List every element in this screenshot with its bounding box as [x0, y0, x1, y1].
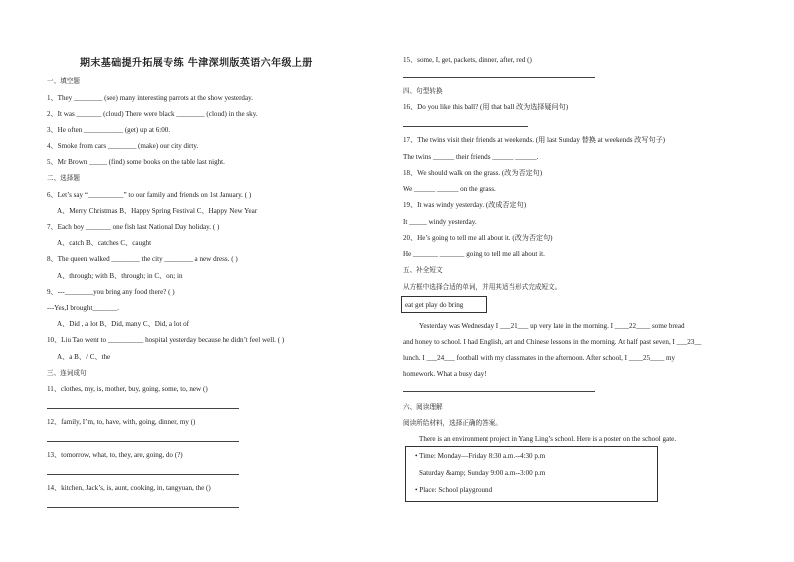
question-1: 1、They ________ (see) many interesting parrots at the show yesterday.	[47, 94, 253, 102]
question-8-options: A、through; with B、through; in C、on; in	[57, 272, 183, 280]
question-19: 19、It was windy yesterday. (改成否定句)	[403, 201, 527, 209]
poster-time-weekday: • Time: Monday—Friday 8:30 a.m.--4:30 p.m	[415, 452, 546, 460]
passage-line-1: Yesterday was Wednesday I ___21___ up very late in the morning. I ____22____ some bread	[419, 322, 685, 330]
question-15: 15、some, I, get, packets, dinner, after, red ()	[403, 56, 532, 64]
question-12: 12、family, I’m, to, have, with, going, dinner, my ()	[47, 418, 196, 426]
question-2: 2、It was _______ (cloud) There were black ________ (cloud) in the sky.	[47, 110, 258, 118]
question-18: 18、We should walk on the grass. (改为否定句)	[403, 169, 543, 177]
question-7-options: A、catch B、catches C、caught	[57, 239, 152, 247]
question-16: 16、Do you like this ball? (用 that ball 改为选择疑问句)	[403, 103, 569, 111]
answer-line-11	[47, 408, 239, 409]
passage-line-2: and honey to school. I had English, art and Chinese lessons in the morning. At half past seven, I ___23__	[403, 338, 702, 346]
question-3: 3、He often ___________ (get) up at 6:00.	[47, 126, 171, 134]
question-4: 4、Smoke from cars ________ (make) our city dirty.	[47, 142, 199, 150]
question-6-options: A、Merry Christmas B、Happy Spring Festival C、Happy New Year	[57, 207, 258, 215]
section-6-heading: 六、阅读理解	[403, 403, 443, 411]
answer-line-13	[47, 474, 239, 475]
question-5: 5、Mr Brown _____ (find) some books on the table last night.	[47, 158, 225, 166]
question-10: 10、Liu Tao went to __________ hospital yesterday because he didn’t feel well. ( )	[47, 336, 285, 344]
question-20: 20、He’s going to tell me all about it. (改为否定句)	[403, 234, 553, 242]
page-title: 期末基础提升拓展专练 牛津深圳版英语六年级上册	[80, 58, 313, 69]
answer-line-passage	[403, 391, 595, 392]
question-6: 6、Let’s say “__________” to our family and friends on 1st January. ( )	[47, 191, 252, 199]
poster-time-weekend: Saturday &amp; Sunday 9:00 a.m--3:00 p.m	[419, 469, 546, 477]
answer-line-14	[47, 507, 239, 508]
question-13: 13、tomorrow, what, to, they, are, going, do (?)	[47, 451, 183, 459]
answer-line-15	[403, 77, 595, 78]
section-6-instruction: 阅读所给材料，选择正确的答案。	[403, 419, 502, 427]
section-2-heading: 二、选择题	[47, 174, 80, 182]
question-17-blanks: The twins ______ their friends ______ ______.	[403, 153, 539, 161]
section-5-instruction: 从方框中选择合适的单词，并用其适当形式完成短文。	[403, 283, 562, 291]
section-1-heading: 一、填空题	[47, 77, 80, 85]
word-box-words: eat get play do bring	[405, 301, 464, 309]
poster-place: • Place: School playground	[415, 486, 493, 494]
question-9-options: A、Did , a lot B、Did, many C、Did, a lot of	[57, 320, 190, 328]
question-18-blanks: We ______ ______ on the grass.	[403, 185, 496, 193]
reading-intro: There is an environment project in Yang Ling’s school. Here is a poster on the school gate.	[419, 435, 677, 443]
section-3-heading: 三、连词成句	[47, 369, 87, 377]
question-19-blanks: It _____ windy yesterday.	[403, 218, 477, 226]
question-10-options: A、a B、/ C、the	[57, 353, 111, 361]
question-8: 8、The queen walked ________ the city ________ a new dress. ( )	[47, 255, 238, 263]
question-7: 7、Each boy _______ one fish last National Day holiday. ( )	[47, 223, 220, 231]
question-9-answer: ---Yes,I brought_______.	[47, 304, 119, 312]
question-20-blanks: He _______ _______ going to tell me all about it.	[403, 250, 545, 258]
answer-line-16	[403, 126, 528, 127]
question-9: 9、---________you bring any food there? ( )	[47, 288, 175, 296]
passage-line-3: lunch. I ___24___ football with my classmates in the afternoon. After school, I ____25____ my	[403, 354, 676, 362]
section-4-heading: 四、句型转换	[403, 87, 443, 95]
passage-line-4: homework. What a busy day!	[403, 370, 487, 378]
question-14: 14、kitchen, Jack’s, is, aunt, cooking, in, tangyuan, the ()	[47, 484, 211, 492]
answer-line-12	[47, 441, 239, 442]
section-5-heading: 五、补全短文	[403, 266, 443, 274]
question-11: 11、clothes, my, is, mother, buy, going, some, to, new ()	[47, 385, 208, 393]
question-17: 17、The twins visit their friends at weekends. (用 last Sunday 替换 at weekends 改写句子)	[403, 136, 666, 144]
